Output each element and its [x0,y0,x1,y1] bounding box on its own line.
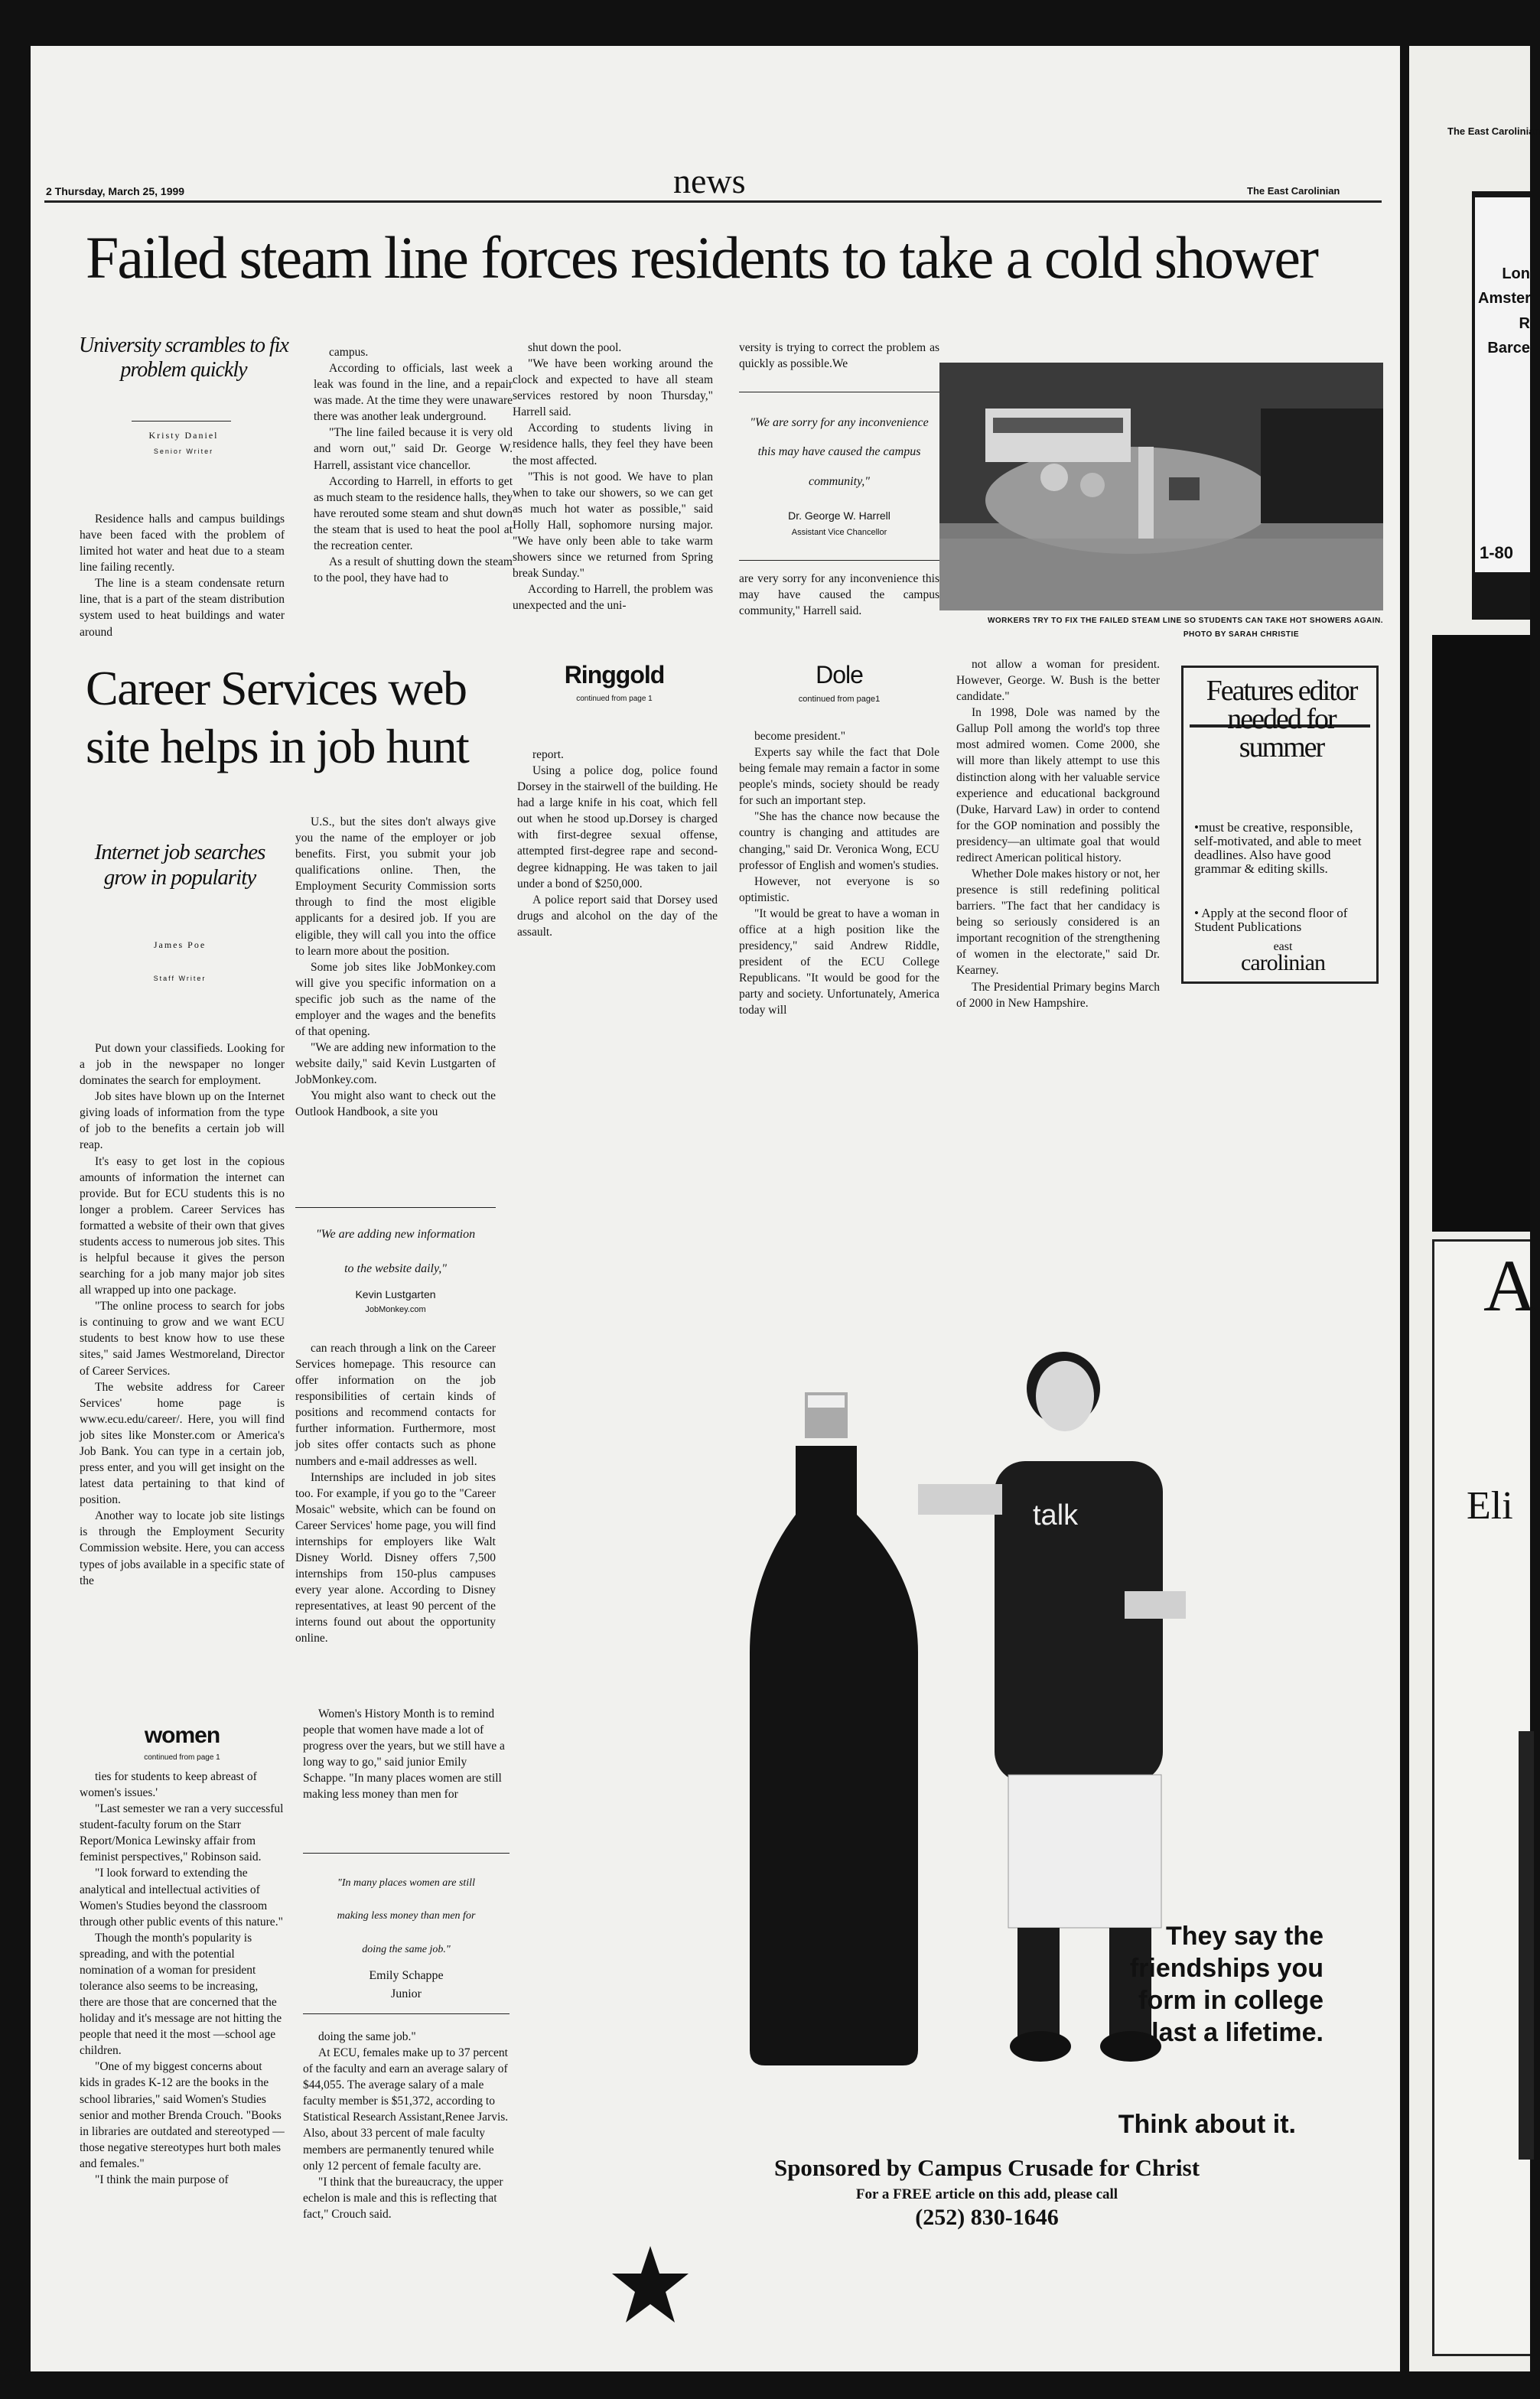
steam-deck: University scrambles to fix problem quickly [79,334,288,382]
women-paragraph: ties for students to keep abreast of women's issues.' [80,1770,257,1800]
steam-photo [939,363,1383,610]
steam-paragraph: According to Harrell, in efforts to get as much steam to the residence halls, they have rerouted some steam and shut down the steam that is used to heat the pool at the recreation center. [314,474,513,552]
dole-title: Dole [816,661,863,688]
page-date: 2 Thursday, March 25, 1999 [46,185,185,197]
career-paragraph: Some job sites like JobMonkey.com will give you specific information on a specific job such as the name of the employer and the wages and the benefits of that opening. [295,960,496,1039]
career-paragraph: Another way to locate job site listings is through the Employment Security Commission website. Here, you can access types of jobs available in a specific state of the [80,1509,285,1587]
steam-paragraph: "The line failed because it is very old and worn out," said Dr. George W. Harrell, assistant vice chancellor. [314,426,513,472]
ringgold-title: Ringgold [564,661,665,688]
dole-paragraph: "It would be great to have a woman in office at a high position like the presidency," said Andrew Riddle, president of the ECU College Republicans. "It would be good for the party and society. Unfortunately, America today will [739,907,939,1017]
ringgold-paragraph: Using a police dog, police found Dorsey in the stairwell of the building. He had a large knife in his coat, which fell out when he stood up.Dorsey is charged with first-degree sexual offense, attempted first-degree rape and second-degree kidnapping. He was taken to jail under a bond of $250,000. [517,764,718,890]
career-headline: Career Services web site helps in job hunt [86,661,469,773]
women-pull-name: Emily Schappe [369,1969,444,1982]
career-pull-title: JobMonkey.com [365,1305,426,1314]
dole-paragraph: In 1998, Dole was named by the Gallup Poll among the world's top three most admired women. Come 2000, she will more than likely attempt to use this distinction along with her valuable service experience and educational background (Duke, Harvard Law) in order to contend for the GOP nomination and possibly the presidency—an ultimate goal that would redirect American political history. [956,706,1160,864]
dole-column-1 [739,728,939,1018]
steam-paragraph: campus. [329,346,369,359]
photo-caption: WORKERS TRY TO FIX THE FAILED STEAM LINE SO STUDENTS CAN TAKE HOT SHOWERS AGAIN. [987,617,1383,625]
career-paragraph: Put down your classifieds. Looking for a job in the newspaper no longer dominates the search for employment. [80,1042,285,1088]
steam-pull-title: Assistant Vice Chancellor [791,528,887,537]
paper-name: The East Carolinian [1247,185,1340,197]
masthead-rule [44,200,1382,203]
ad-free-line: For a FREE article on this add, please call [855,2186,1118,2202]
career-pullquote: "We are adding new information to the website daily," [315,1228,476,1275]
right-page-paper: The East Carolinian [1447,125,1540,137]
steam-column-2 [314,344,513,586]
women-pull-title: Junior [391,1987,422,2000]
women-paragraph: Women's History Month is to remind people that women have made a lot of progress over the years, but we still have a long way to go," said junior Emily Schappe. "In many places women are still making less money than men for [303,1707,505,1802]
women-pullquote: "In many places women are still making less money than men for doing the same job." [337,1877,476,1955]
steam-paragraph: According to students living in residence halls, they feel they have been the most affected. [513,422,713,467]
features-ad-bullet-2: • Apply at the second floor of Student Publications [1194,906,1348,934]
career-paragraph: Job sites have blown up on the Internet giving loads of information from the type of job to the benefits a certain job will reap. [80,1090,285,1152]
steam-paragraph: Residence halls and campus buildings have been faced with the problem of limited hot water and heat due to a steam line failing recently. [80,513,285,575]
shirt-text: talk [1033,1499,1079,1532]
dole-column-2 [956,656,1160,1011]
think-about-it: Think about it. [1118,2110,1296,2139]
dole-paragraph: "She has the chance now because the country is changing and attitudes are changing," said Dr. Veronica Wong, ECU professor of English and women's studies. [739,810,939,872]
right-ad-phone: 1-80 [1480,543,1514,562]
ringgold-column [517,747,718,940]
steam-role: Senior Writer [153,448,214,455]
women-paragraph: "I think the main purpose of [95,2173,229,2186]
right-ad-destinations: Lon Amster R Barce [1478,265,1531,357]
ad-tagline: They say the friendships you form in college last a lifetime. [1129,1922,1323,2048]
dole-paragraph: Experts say while the fact that Dole being female may remain a factor in some people's minds, society should be ready for such an important step. [739,746,939,808]
steam-column-3 [513,340,713,614]
workers-photo-illustration [939,363,1383,610]
right-dark-ad [1432,635,1530,1232]
career-pull-name: Kevin Lustgarten [355,1288,436,1300]
right-ad-box [1432,1239,1537,2356]
byline-rule [132,421,231,422]
ringgold-jump: continued from page 1 [576,695,653,703]
ringgold-paragraph: A police report said that Dorsey used drugs and alcohol on the day of the assault. [517,893,718,939]
steam-paragraph: shut down the pool. [528,341,622,354]
women-column-2-top [303,1706,510,1802]
steam-column-4-top: versity is trying to correct the problem as quickly as possible.We [739,341,939,371]
steam-byline: Kristy Daniel [148,430,219,441]
features-editor-ad [1181,666,1379,984]
career-column-2-bottom [295,1340,496,1646]
steam-paragraph: According to officials, last week a leak was found in the line, and a repair was made. At the time they were unaware there was another leak underground. [314,362,513,424]
ad-phone: (252) 830-1646 [915,2205,1059,2230]
steam-paragraph: "This is not good. We have to plan when to take our showers, so we can get as much hot water as possible," said Holly Hall, sophomore nursing major. "We have only been able to take warm showers since we returned from Spring break Sunday." [513,470,713,581]
career-paragraph: U.S., but the sites don't always give you the name of the employer or job benefits. First, you submit your job qualifications online. Then, the Employment Security Commission sorts through to find the most eligible applicants for a desired job. If you are eligible, they will call you into the office to learn more about the position. [295,815,496,958]
women-paragraph: "I look forward to extending the analytical and intellectual activities of Women's Studies beyond the classroom through other public events of this nature." [80,1867,283,1929]
features-ad-bullet-1: •must be creative, responsible, self-motivated, and able to meet deadlines. Also have good grammar & editing skills. [1194,820,1362,876]
women-column-1 [80,1769,285,2188]
right-ad-letter: A [1483,1245,1537,1326]
steam-pullquote: "We are sorry for any inconvenience this may have caused the campus community," [750,416,929,488]
women-pull-rule-top [303,1853,510,1854]
east-carolinian-logo: east carolinian [1241,940,1325,976]
dole-paragraph: However, not everyone is so optimistic. [739,874,939,904]
career-column-1 [80,1040,285,1589]
features-ad-title: Features editor needed for summer [1206,675,1357,764]
career-column-2-top [295,814,496,1120]
career-paragraph: "We are adding new information to the website daily," said Kevin Lustgarten of JobMonkey.com. [295,1041,496,1087]
women-paragraph: "One of my biggest concerns about kids in grades K-12 are the books in the school libraries," said Women's Studies senior and mother Brenda Crouch. "Books in libraries are outdated and stereotyped — those negative stereotypes hurt both males and females." [80,2060,285,2170]
career-deck: Internet job searches grow in popularity [94,840,265,890]
women-jump: continued from page 1 [144,1753,220,1762]
steam-paragraph: According to Harrell, the problem was unexpected and the uni- [513,583,713,613]
ad-sponsor: Sponsored by Campus Crusade for Christ [773,2154,1200,2181]
career-role: Staff Writer [153,975,207,982]
career-paragraph: Internships are included in job sites too. For example, if you go to the "Career Mosaic" website, which can be found on Career Services' home page, you will find internships for employers like Walt Disney World. Disney offers 7,500 internships from 150-plus campuses every year alone. According to Disney representatives, at least 90 percent of the interns found out about the opportunity online. [295,1470,496,1645]
women-column-2-bottom [303,2029,510,2222]
dole-paragraph: Whether Dole makes history or not, her presence is still redefining political barriers. "The fact that her candidacy is being so seriously considered is an important recognition of the strengthening of women in the electorate," said Dr. Kearney. [956,867,1160,978]
steam-paragraph: The line is a steam condensate return line, that is a part of the steam distribution system used to heat buildings and water around [80,577,285,639]
photo-credit: PHOTO BY SARAH CHRISTIE [1183,630,1299,639]
steam-pull-name: Dr. George W. Harrell [788,509,890,522]
steam-headline: Failed steam line forces residents to take a cold shower [86,224,1317,291]
right-ad-block [1472,191,1530,620]
steam-column-1 [80,511,285,640]
career-paragraph: "The online process to search for jobs is continuing to grow and we want ECU students to best know how to use these sites," said James Westmoreland, Director of Career Services. [80,1300,285,1378]
steam-column-4-bottom: are very sorry for any inconvenience this may have caused the campus community," Harrell said. [739,572,939,618]
career-byline: James Poe [153,939,207,950]
dole-paragraph: become president." [754,730,846,743]
section-label: news [673,161,746,200]
dole-paragraph: The Presidential Primary begins March of 2000 in New Hampshire. [956,980,1160,1010]
women-paragraph: doing the same job." [318,2030,416,2043]
women-title: women [144,1723,220,1748]
women-paragraph: "Last semester we ran a very successful student-faculty forum on the Starr Report/Monica Lewinsky affair from feminist perspectives," Robinson said. [80,1802,284,1864]
career-paragraph: You might also want to check out the Outlook Handbook, a site you [295,1089,496,1119]
dole-paragraph: not allow a woman for president. However, George. W. Bush is the better candidate." [956,658,1160,704]
star-logo-icon [604,2243,696,2335]
steam-paragraph: "We have been working around the clock and expected to have all steam services restored by noon Thursday," Harrell said. [513,357,713,419]
steam-paragraph: As a result of shutting down the steam to the pool, they have had to [314,555,513,585]
right-ad-text: Eli [1467,1484,1513,1528]
women-paragraph: At ECU, females make up to 37 percent of the faculty and earn an average salary of $44,055. The average salary of a male faculty member is $51,372, according to Statistical Research Assistant,Renee Jarvis. Also, about 33 percent of male faculty members are permanently tenured while only 12 percent of female faculty are. [303,2046,509,2173]
career-pull-rule-top [295,1207,496,1208]
ringgold-paragraph: report. [532,748,564,761]
campus-crusade-ad [765,1300,1331,2356]
women-paragraph: "I think that the bureaucracy, the upper echelon is male and this is reflecting that fact," Crouch said. [303,2175,503,2221]
pullquote-rule-bottom [739,560,939,561]
women-pull-rule-bottom [303,2013,510,2014]
career-paragraph: can reach through a link on the Career Services homepage. This resource can offer information on the job responsibilities of certain kinds of positions and recommend contacts for further information. Furthermore, most job sites offer contacts such as phone numbers and e-mail addresses as well. [295,1342,496,1468]
women-paragraph: Though the month's popularity is spreading, and with the potential nomination of a woman for president tolerance also seems to be increasing, there are those that are concerned that the holiday and it's message are not hitting the people that need it the most —school age children. [80,1931,282,2058]
career-paragraph: It's easy to get lost in the copious amounts of information the internet can provide. But for ECU students this is no longer a problem. Career Services has formatted a website of their own that gives students access to numerous job sites. This is helpful because it gives the person searching for a job many major job sites all wrapped up into one package. [80,1154,285,1297]
dole-jump: continued from page1 [798,695,881,704]
career-paragraph: The website address for Career Services' home page is www.ecu.edu/career/. Here, you will find job sites like Monster.com or America's Job Bank. You can type in a certain job, press enter, and you will get insight on the latest data pertaining to that kind of position. [80,1380,285,1507]
